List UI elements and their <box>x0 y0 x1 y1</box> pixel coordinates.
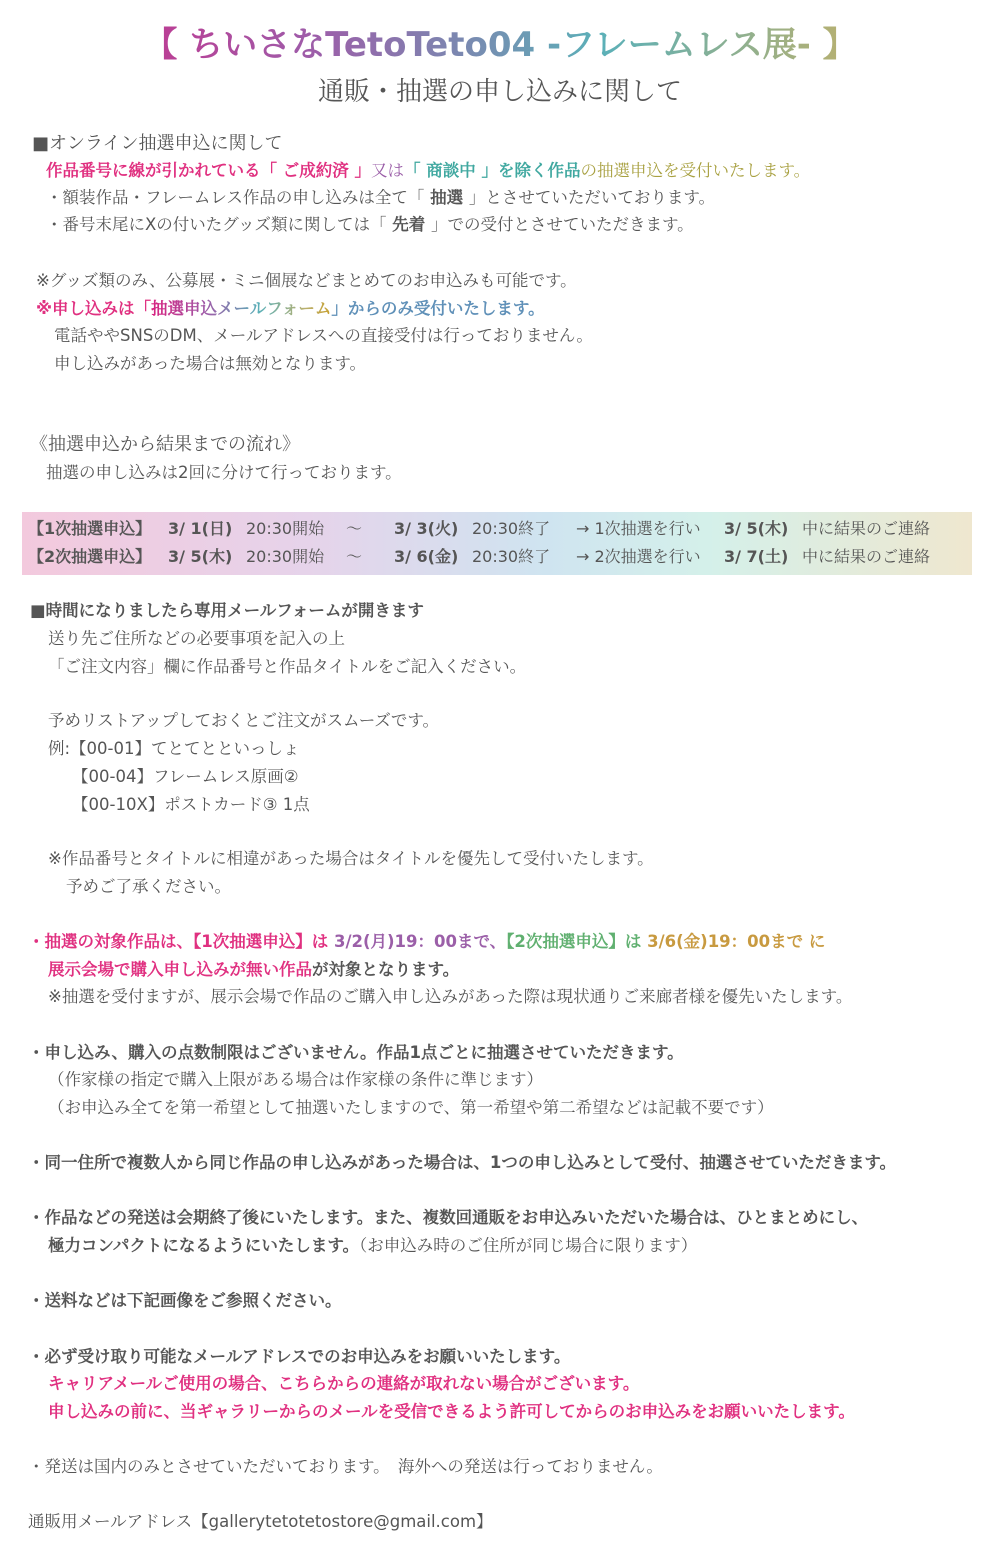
example-line: 【00-10X】ポストカード③ 1点 <box>72 795 310 814</box>
shipping-line-2: 極力コンパクトになるようにいたします。（お申込み時のご住所が同じ場合に限ります） <box>48 1236 698 1255</box>
flow-heading: 《抽選申込から結果までの流れ》 <box>30 434 300 455</box>
keyword-first-come: 先着 <box>386 215 431 234</box>
form-line: 送り先ご住所などの必要事項を記入の上 <box>48 629 345 648</box>
postage-line: ・送料などは下記画像をご参照ください。 <box>28 1291 342 1310</box>
limits-note: （お申込み全てを第一希望として抽選いたしますので、第一希望や第二希望などは記載不要です） <box>48 1098 774 1117</box>
lead-or: 又は <box>371 161 404 180</box>
online-heading: ■オンライン抽選申込に関して <box>32 133 283 154</box>
example-line: 例:【00-01】てとてとといっしょ <box>48 739 300 758</box>
lead-negotiation-part: 「 商談中 」を除く作品 <box>404 161 581 180</box>
page-title: 【 ちいさなTetoTeto04 -フレームレス展- 】 <box>0 20 1000 70</box>
target-note: ※抽選を受付ますが、展示会場で作品のご購入申し込みがあった際は現状通りご来廊者様を優先いたします。 <box>48 987 853 1006</box>
note-invalid: 申し込みがあった場合は無効となります。 <box>54 354 367 373</box>
limits-line: ・申し込み、購入の点数制限はございません。作品1点ごとに抽選させていただきます。 <box>28 1043 684 1062</box>
form-name: 抽選申込メールフォーム <box>151 299 332 318</box>
lead-sold-part: 作品番号に線が引かれている「 ご成約済 」 <box>46 161 371 180</box>
note-form-only: ※申し込みは「抽選申込メールフォーム」からのみ受付いたします。 <box>36 299 545 318</box>
form-heading: ■時間になりましたら専用メールフォームが開きます <box>30 601 424 620</box>
target-line: ・抽選の対象作品は、【1次抽選申込】は 3/2(月)19：00まで、【2次抽選申込】は 3/6(金)19：00まで に <box>28 932 826 951</box>
form-line: 予めリストアップしておくとご注文がスムーズです。 <box>48 711 440 730</box>
page-subtitle: 通販・抽選の申し込みに関して <box>317 77 682 107</box>
limits-note: （作家様の指定で購入上限がある場合は作家様の条件に準じます） <box>48 1070 543 1089</box>
form-line: 「ご注文内容」欄に作品番号と作品タイトルをご記入ください。 <box>48 657 527 676</box>
bullet-first-come: ・番号末尾にXの付いたグッズ類に関しては「 先着 」での受付とさせていただきます。 <box>46 215 694 234</box>
mail-address-line: 通販用メールアドレス【gallerytetotetostore@gmail.com】 <box>28 1512 493 1531</box>
email-warning: キャリアメールご使用の場合、こちらからの連絡が取れない場合がございます。 <box>48 1374 640 1393</box>
target-line-2: 展示会場で購入申し込みが無い作品が対象となります。 <box>48 960 460 979</box>
email-warning: 申し込みの前に、当ギャラリーからのメールを受信できるよう許可してからのお申込みをお願いいたします。 <box>48 1402 855 1421</box>
note-goods: ※グッズ類のみ、公募展・ミニ個展などまとめてのお申込みも可能です。 <box>36 271 577 290</box>
keyword-lottery: 抽選 <box>424 188 469 207</box>
email-line: ・必ず受け取り可能なメールアドレスでのお申込みをお願いいたします。 <box>28 1347 571 1366</box>
form-note: ※作品番号とタイトルに相違があった場合はタイトルを優先して受付いたします。 <box>48 849 654 868</box>
schedule-row: 【1次抽選申込】 3/ 1(日) 20:30開始 〜 3/ 3(火) 20:30終了 → 1次抽選を行い 3/ 5(木) 中に結果のご連絡 <box>28 519 931 538</box>
domestic-line: ・発送は国内のみとさせていただいております。 海外への発送は行っておりません。 <box>28 1457 663 1476</box>
note-no-direct: 電話ややSNSのDM、メールアドレスへの直接受付は行っておりません。 <box>54 326 593 345</box>
form-note: 予めご了承ください。 <box>66 877 231 896</box>
bullet-lottery: ・額装作品・フレームレス作品の申し込みは全て「 抽選 」とさせていただいております。 <box>46 188 716 207</box>
same-address-line: ・同一住所で複数人から同じ作品の申し込みがあった場合は、1つの申し込みとして受付、抽選させていただきます。 <box>28 1153 896 1172</box>
row-label: 【1次抽選申込】 <box>28 519 152 538</box>
schedule-row: 【2次抽選申込】 3/ 5(木) 20:30開始 〜 3/ 6(金) 20:30終了 → 2次抽選を行い 3/ 7(土) 中に結果のご連絡 <box>28 547 931 566</box>
lead-accept: の抽選申込を受付いたします。 <box>580 161 811 180</box>
row-label: 【2次抽選申込】 <box>28 547 152 566</box>
online-lead <box>46 160 810 182</box>
flow-desc: 抽選の申し込みは2回に分けて行っております。 <box>46 463 402 482</box>
shipping-line: ・作品などの発送は会期終了後にいたします。また、複数回通販をお申込みいただいた場合は、ひとまとめにし、 <box>28 1208 869 1227</box>
example-line: 【00-04】フレームレス原画② <box>72 767 299 786</box>
